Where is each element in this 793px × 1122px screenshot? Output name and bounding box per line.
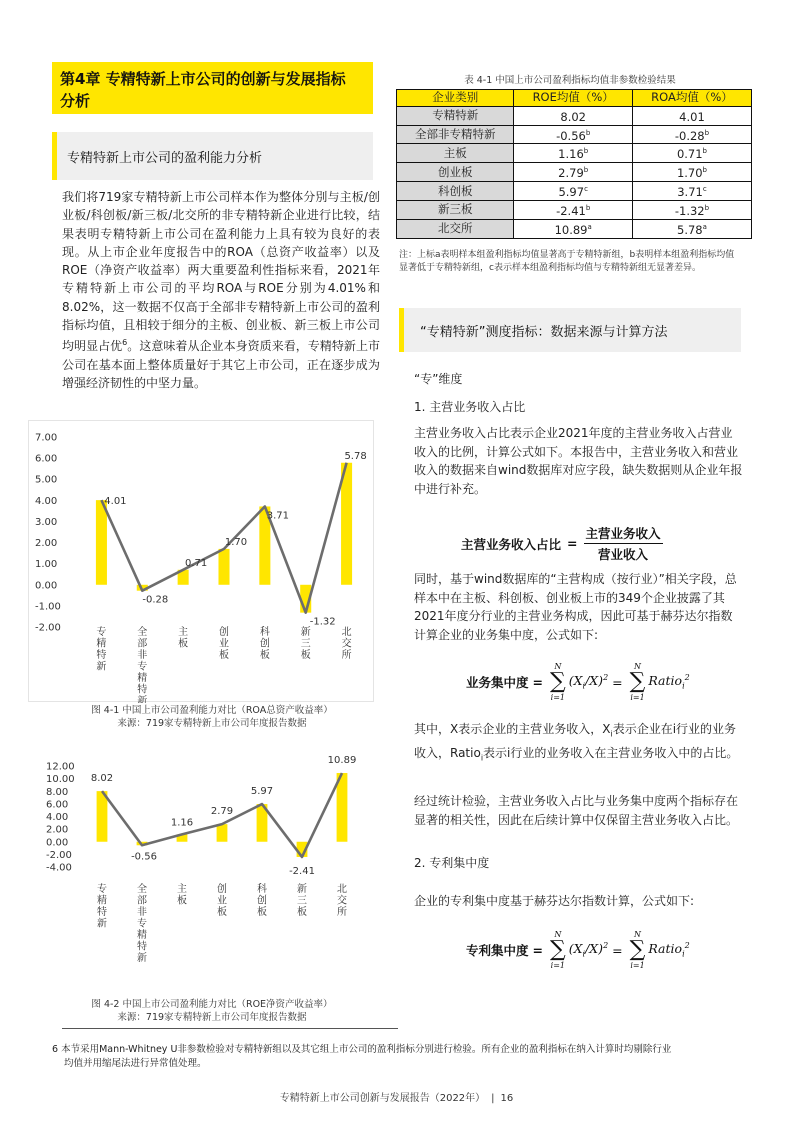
table-cell-category: 全部非专精特新 — [397, 125, 514, 144]
page-footer — [0, 1089, 793, 1104]
roe-bar — [217, 824, 228, 842]
paragraph-main-income: 主营业务收入占比表示企业2021年度的主营业务收入占营业收入的比例，计算公式如下。本报告中，主营业务收入和营业收入的数据来自wind数据库对应字段，缺失数据则从企业年报中进行补充。 — [414, 426, 743, 496]
roe-x-tick-label: 主板 — [177, 884, 187, 907]
paragraph-wind-data: 同时，基于wind数据库的“主营构成（按行业）”相关字段，总样本中在主板、科创板、创业板上市的349个企业披露了其2021年度分行业的主营业务构成，因此可基于赫芬达尔指数计算企业的业务集中度，公式如下: — [414, 572, 737, 642]
table-header-roe: ROE均值（%） — [514, 90, 632, 107]
roa-data-label: 3.71 — [266, 510, 289, 522]
roa-y-tick-label: 5.00 — [35, 474, 58, 486]
roa-data-label: 4.01 — [104, 496, 127, 508]
roe-chart-caption: 图 4-2 中国上市公司盈利能力对比（ROE净资产收益率） 来源：719家专精特新上市公司年度报告数据 — [91, 999, 333, 1023]
roe-y-tick-label: -2.00 — [46, 849, 72, 861]
summation-symbol: N ∑ i=1 — [550, 930, 566, 970]
item-2-heading: 2. 专利集中度 — [414, 856, 490, 870]
roa-x-tick-label: 专精特新 — [96, 627, 107, 673]
roe-x-tick-label: 专精特新 — [97, 884, 107, 930]
footnote-mark[interactable]: 6 — [122, 338, 128, 348]
table-row — [397, 125, 752, 144]
section-title: 专精特新上市公司的盈利能力分析 — [67, 150, 263, 166]
section-header-profitability — [52, 132, 373, 180]
summation-symbol: N ∑ i=1 — [629, 930, 646, 970]
table-row — [397, 200, 752, 219]
roa-y-tick-label: 6.00 — [35, 453, 58, 465]
roe-x-tick-label: 创业板 — [217, 884, 227, 918]
roa-y-tick-label: 4.00 — [35, 495, 58, 507]
roa-x-tick-label: 全部非专精特新 — [137, 627, 148, 703]
roe-data-label: -0.56 — [131, 851, 157, 863]
roe-data-label: -2.41 — [289, 865, 315, 877]
footer-separator: | — [491, 1093, 495, 1104]
roe-data-label: 5.97 — [250, 786, 274, 798]
roa-chart-svg — [29, 421, 375, 703]
roa-data-label: 1.70 — [224, 536, 248, 548]
table-header-roa: ROA均值（%） — [632, 90, 751, 107]
roe-y-tick-label: -4.00 — [46, 862, 72, 874]
roa-y-tick-label: 7.00 — [35, 432, 58, 444]
roe-y-tick-label: 6.00 — [46, 799, 69, 811]
roa-y-tick-label: -2.00 — [35, 622, 61, 634]
roe-y-tick-label: 4.00 — [46, 812, 69, 823]
table-cell-roe: -2.41$^b$ — [514, 200, 632, 219]
section-header-measurement — [399, 308, 741, 352]
roa-x-tick-label: 新三板 — [300, 627, 311, 661]
roe-x-tick-label: 科创板 — [257, 884, 267, 918]
roa-x-tick-label: 主板 — [178, 627, 189, 650]
section-title: “专精特新”测度指标：数据来源与计算方法 — [420, 324, 668, 340]
table-cell-roe: 1.16$^b$ — [514, 144, 632, 163]
table-row — [397, 106, 752, 125]
roa-x-tick-label: 北交所 — [341, 627, 352, 661]
formula-patent-concentration: 专利集中度 = N ∑ i=1 $(X_i/X)^2$ = N ∑ i=1 Ratio$_i^2$ — [466, 930, 690, 970]
paragraph-patent-concentration: 企业的专利集中度基于赫芬达尔指数计算，公式如下: — [414, 894, 695, 908]
table-header-category: 企业类别 — [397, 90, 514, 107]
roe-y-tick-label: 2.00 — [46, 824, 69, 836]
roa-data-label: -1.32 — [309, 616, 336, 628]
table-cell-roa: 5.78$^a$ — [632, 219, 751, 238]
profitability-table — [396, 89, 752, 239]
roe-data-label: 10.89 — [327, 755, 357, 767]
roa-chart-caption: 图 4-1 中国上市公司盈利能力对比（ROA总资产收益率） 来源：719家专精特新上市公司年度报告数据 — [91, 705, 333, 729]
roe-y-tick-label: 0.00 — [46, 837, 69, 849]
roe-chart — [42, 748, 366, 994]
table-cell-roe: -0.56$^b$ — [514, 125, 632, 144]
table-row — [397, 182, 752, 201]
roe-y-tick-label: 8.00 — [46, 786, 69, 798]
roa-x-tick-label: 创业板 — [219, 627, 229, 661]
profitability-paragraph: 我们将719家专精特新上市公司样本作为整体分別与主板/创业板/科创板/新三板/北交所的非专精特新企业进行比较，结果表明专精特新上市公司在盈利能力上具有较为良好的表现。从上市企业年度报告中的ROA（总资产收益率）以及ROE（净资产收益率）两大重要盈利性指标来看，2021年专精特新上市公司的平均ROA与ROE分别为4.01%和8.02%，这一数据不仅高于全部非专精特新上市公司的盈利指标均值，且相较于细分的主板、创业板、新三板上市公司均明显占优$^6$。这意味着从企业本身资质来看，专精特新上市公司在基本面上整体质量好于其它上市公司，正在逐步成为增强经济韧性的中坚力量。 — [62, 190, 380, 390]
roe-chart-svg — [42, 748, 366, 994]
roa-y-tick-label: -1.00 — [35, 601, 61, 613]
table-cell-roe: 8.02 — [514, 106, 632, 125]
roe-y-tick-label: 12.00 — [46, 761, 75, 773]
table-cell-roa: -0.28$^b$ — [632, 125, 751, 144]
item-1-heading: 1. 主营业务收入占比 — [414, 400, 526, 414]
summation-symbol: N ∑ i=1 — [629, 662, 646, 702]
report-title: 专精特新上市公司创新与发展报告（2022年） — [279, 1093, 486, 1104]
paragraph-statistical-test: 经过统计检验，主营业务收入占比与业务集中度两个指标存在显著的相关性，因此在后续计算中仅保留主营业务收入占比。 — [414, 794, 739, 827]
roa-bar — [218, 549, 229, 585]
roa-data-label: -0.28 — [142, 594, 169, 606]
page-number: 16 — [500, 1093, 514, 1104]
summation-symbol: N ∑ i=1 — [550, 662, 566, 702]
table-row — [397, 163, 752, 182]
table-cell-roa: 1.70$^b$ — [632, 163, 751, 182]
table-cell-roa: -1.32$^b$ — [632, 200, 751, 219]
roe-x-tick-label: 北交所 — [337, 884, 347, 918]
chapter-title: 第4章 专精特新上市公司的创新与发展指标 分析 — [60, 70, 346, 110]
table-cell-category: 主板 — [397, 144, 514, 163]
roa-x-tick-label: 科创板 — [259, 627, 270, 661]
roe-data-label: 2.79 — [210, 806, 234, 818]
formula-business-concentration: 业务集中度 = N ∑ i=1 $(X_i/X)^2$ = N ∑ i=1 Ratio$_i^2$ — [466, 662, 690, 702]
table-cell-category: 北交所 — [397, 219, 514, 238]
table-cell-roe: 10.89$^a$ — [514, 219, 632, 238]
table-cell-roa: 3.71$^c$ — [632, 182, 751, 201]
dimension-heading: “专”维度 — [414, 372, 463, 386]
roe-x-tick-label: 全部非专精特新 — [137, 884, 147, 964]
table-cell-roa: 0.71$^b$ — [632, 144, 751, 163]
roa-y-tick-label: 3.00 — [35, 516, 58, 528]
roa-bar — [96, 500, 107, 585]
table-cell-category: 新三板 — [397, 200, 514, 219]
fraction: $\frac{\text{主营业务收入}}{\text{营业收入}}$ — [585, 526, 661, 562]
table-cell-category: 科创板 — [397, 182, 514, 201]
table-row — [397, 219, 752, 238]
roa-y-tick-label: 1.00 — [35, 559, 58, 571]
roa-data-label: 0.71 — [185, 557, 208, 569]
formula-main-income-ratio: 主营业务收入占比 = $\frac{\text{主营业务收入}}{\text{营业收入}}$ — [461, 526, 661, 562]
table-cell-roe: 5.97$^c$ — [514, 182, 632, 201]
roe-data-label: 1.16 — [170, 817, 194, 829]
roe-x-tick-label: 新三板 — [297, 884, 307, 918]
roe-bar — [97, 791, 108, 842]
footnote-6: 6 本节采用Mann-Whitney U非参数检验对专精特新组以及其它组上市公司的盈利指标分别进行检验。所有企业的盈利指标在纳入计算时均剔除行业 均值并用缩尾法进行异常值处理。 — [52, 1044, 672, 1069]
roa-data-label: 5.78 — [344, 450, 367, 462]
table-cell-category: 创业板 — [397, 163, 514, 182]
roa-y-tick-label: 0.00 — [35, 580, 58, 592]
table-title: 表 4-1 中国上市公司盈利指标均值非参数检验结果 — [464, 75, 676, 86]
table-cell-roa: 4.01 — [632, 106, 751, 125]
roe-y-tick-label: 10.00 — [46, 774, 75, 786]
table-row — [397, 144, 752, 163]
table-cell-category: 专精特新 — [397, 106, 514, 125]
table-cell-roe: 2.79$^b$ — [514, 163, 632, 182]
table-note: 注：上标a表明样本组盈利指标均值显著高于专精特新组，b表明样本组盈利指标均值显著低于专精特新组，c表示样本组盈利指标均值与专精特新组无显著差异。 — [399, 250, 735, 273]
paragraph-variable-definitions: 其中，X表示企业的主营业务收入，$X_i$表示企业在i行业的业务收入，Ratio$_i$表示i行业的业务收入在主营业务收入中的占比。 — [414, 722, 739, 763]
table-header-row — [397, 90, 752, 107]
chapter-header — [52, 62, 373, 114]
footnote-divider — [62, 1028, 398, 1029]
roa-chart — [28, 420, 374, 702]
roe-data-label: 8.02 — [90, 773, 114, 785]
roa-y-tick-label: 2.00 — [35, 538, 58, 550]
